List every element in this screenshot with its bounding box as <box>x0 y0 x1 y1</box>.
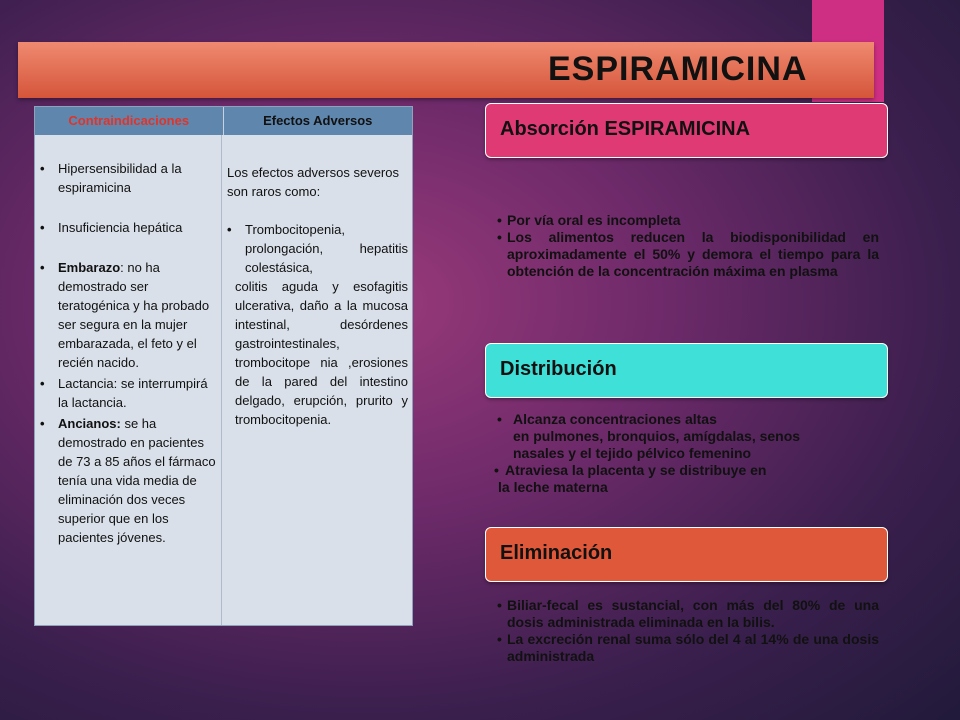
efectos-rest: colitis aguda y esofagitis ulcerativa, daño a la mucosa intestinal, desórdenes gastrointestinales, trombocitope nia ,erosiones de la pared del intestino delgado, erupción, prurito y trombocitopenia. <box>235 279 408 427</box>
item-text: Por vía oral es incompleta <box>507 212 681 228</box>
list-item: • Lactancia: se interrumpirá la lactancia. <box>40 376 208 410</box>
item-text: Los alimentos reducen la biodisponibilidad en aproximadamente el 50% y demora el tiempo para la obtención de la concentración máxima en plasma <box>507 229 879 279</box>
item-bold: Ancianos: <box>58 416 121 431</box>
item-text: en pulmones, bronquios, amígdalas, senos <box>513 428 801 444</box>
list-item: • Trombocitopenia, prolongación, hepatitis colestásica, <box>227 222 408 275</box>
list-item: • Biliar-fecal es sustancial, con más del 80% de una dosis administrada eliminada en la bilis. <box>497 597 879 630</box>
item-text: Alcanza concentraciones altas <box>513 411 717 427</box>
page-title: ESPIRAMICINA <box>548 50 808 88</box>
item-bold: Embarazo <box>58 260 121 275</box>
contraindicaciones-cell <box>35 135 222 625</box>
eliminacion-header-box <box>485 527 888 582</box>
item-text: La excreción renal suma sólo del 4 al 14% de una dosis administrada <box>507 631 879 664</box>
table-header <box>35 107 412 135</box>
list-item: • Hipersensibilidad a la espiramicina <box>40 161 182 195</box>
table-body <box>35 135 412 625</box>
title-banner <box>18 42 874 98</box>
list-item: • Atraviesa la placenta y se distribuye en la leche materna <box>497 462 879 496</box>
eliminacion-heading: Eliminación <box>500 542 613 564</box>
list-item: • Por vía oral es incompleta <box>497 212 681 228</box>
list-item: • Ancianos: se ha demostrado en pacientes de 73 a 85 años el fármaco tenía una vida media de eliminación dos veces superior que en los pacientes jóvenes. <box>40 416 216 545</box>
item-text: Insuficiencia hepática <box>58 220 183 235</box>
distribucion-text <box>494 411 879 496</box>
list-item: • Alcanza concentraciones altas en pulmones, bronquios, amígdalas, senos nasales y el tejido pélvico femenino <box>497 411 879 462</box>
item-text: Hipersensibilidad a la espiramicina <box>58 161 182 195</box>
info-table <box>34 106 413 626</box>
list-item: • Insuficiencia hepática <box>40 220 183 235</box>
absorcion-text <box>497 212 879 280</box>
absorcion-header-box <box>485 103 888 158</box>
list-item: • Los alimentos reducen la biodisponibilidad en aproximadamente el 50% y demora el tiempo para la obtención de la concentración máxima en plasma <box>497 229 879 279</box>
header-contraindicaciones: Contraindicaciones <box>35 107 224 135</box>
item-text: Biliar-fecal es sustancial, con más del 80% de una dosis administrada eliminada en la bilis. <box>507 597 879 630</box>
efectos-intro: Los efectos adversos severos son raros como: <box>227 165 399 199</box>
item-text: nasales y el tejido pélvico femenino <box>513 445 752 461</box>
eliminacion-text <box>497 597 879 665</box>
list-item: • La excreción renal suma sólo del 4 al 14% de una dosis administrada <box>497 631 879 664</box>
item-text: : no ha demostrado ser teratogénica y ha probado ser segura en la mujer embarazada, el feto y el recién nacido. <box>58 260 210 370</box>
distribucion-heading: Distribución <box>500 358 617 380</box>
item-text: Lactancia: se interrumpirá la lactancia. <box>58 376 208 410</box>
item-text: se ha demostrado en pacientes de 73 a 85 años el fármaco tenía una vida media de eliminación dos veces superior que en los pacientes jóvenes. <box>58 416 216 545</box>
item-text: la leche materna <box>498 479 608 495</box>
item-text: Atraviesa la placenta y se distribuye en <box>505 462 767 478</box>
efectos-cell <box>222 135 412 625</box>
item-text: Trombocitopenia, prolongación, hepatitis colestásica, <box>245 222 408 275</box>
absorcion-heading: Absorción ESPIRAMICINA <box>500 118 751 140</box>
distribucion-header-box <box>485 343 888 398</box>
header-efectos: Efectos Adversos <box>263 113 373 128</box>
list-item: • Embarazo: no ha demostrado ser teratogénica y ha probado ser segura en la mujer embarazada, el feto y el recién nacido. <box>40 260 210 370</box>
